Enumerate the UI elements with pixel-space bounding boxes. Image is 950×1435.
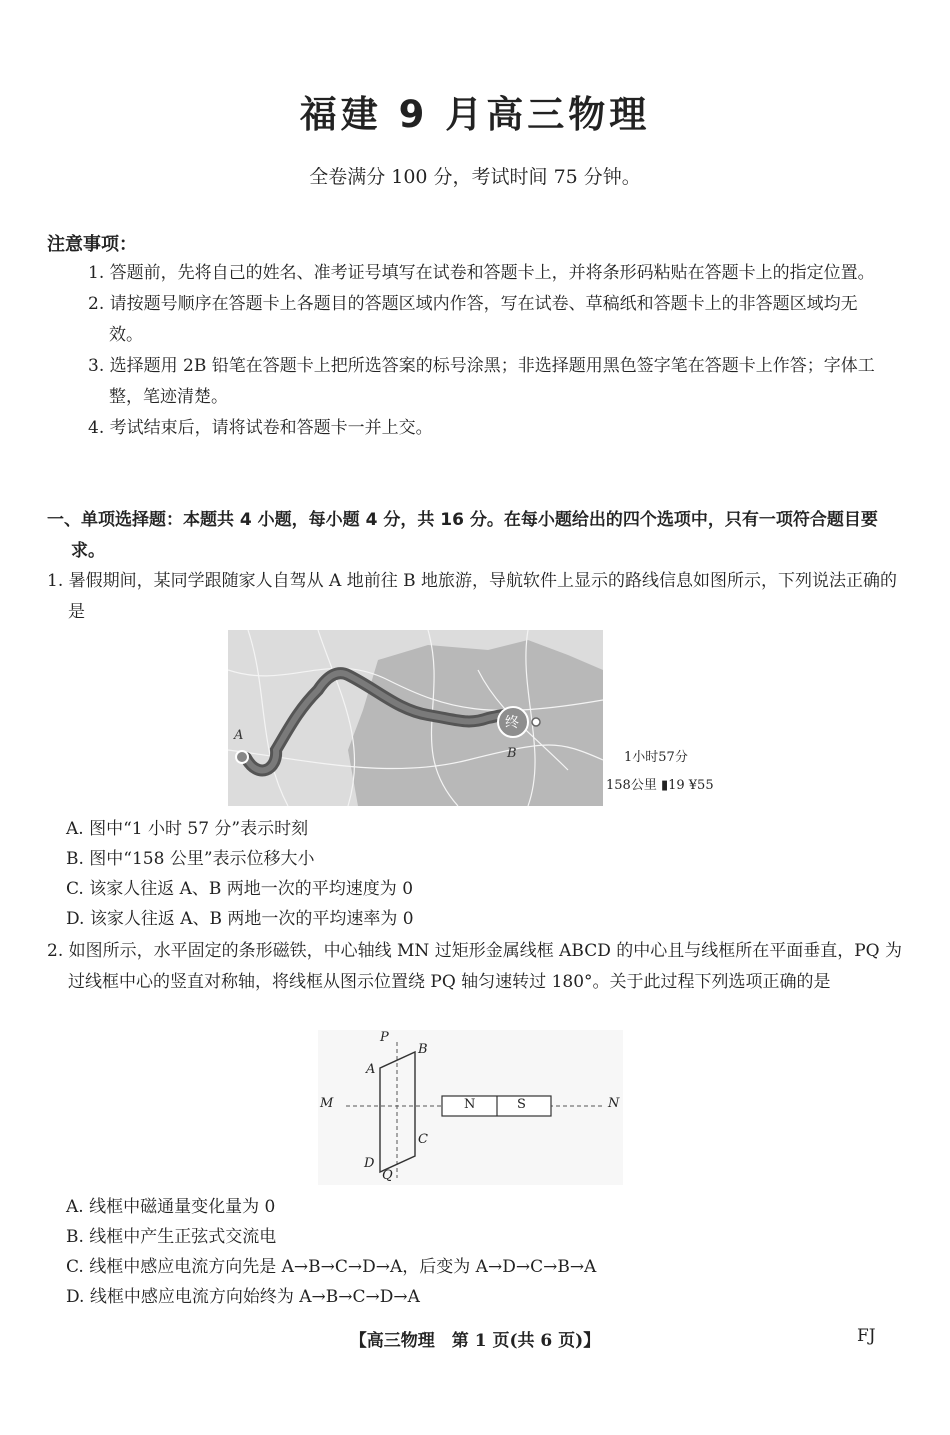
label-q: Q [382, 1168, 393, 1183]
coil-magnet-figure [318, 1030, 623, 1185]
option-b: B. 线框中产生正弦式交流电 [66, 1227, 277, 1247]
option-d: D. 线框中感应电流方向始终为 A→B→C→D→A [66, 1287, 420, 1307]
footer-code: FJ [857, 1326, 876, 1346]
option-d: D. 该家人往返 A、B 两地一次的平均速率为 0 [66, 909, 414, 929]
route-distance-cost: 158公里 ▮19 ¥55 [606, 778, 714, 793]
map-end-marker: 终 [505, 715, 519, 731]
question-2-stem: 2. 如图所示，水平固定的条形磁铁，中心轴线 MN 过矩形金属线框 ABCD 的中心且与线框所在平面垂直，PQ 为过线框中心的竖直对称轴，将线框从图示位置绕 PQ 轴匀速转过 180°。关于此过程下列选项正确的是 [47, 941, 903, 992]
label-d: D [364, 1156, 375, 1171]
option-b: B. 图中“158 公里”表示位移大小 [66, 849, 315, 869]
question-1-options [66, 814, 886, 934]
option-a: A. 图中“1 小时 57 分”表示时刻 [66, 819, 309, 839]
question-2-options [66, 1192, 886, 1312]
label-n-axis: N [608, 1096, 620, 1111]
label-c: C [418, 1132, 428, 1147]
label-b: B [418, 1042, 428, 1057]
notice-heading: 注意事项： [47, 234, 137, 255]
notice-item: 4. 考试结束后，请将试卷和答题卡一并上交。 [88, 418, 433, 438]
notice-item: 3. 选择题用 2B 铅笔在答题卡上把所选答案的标号涂黑；非选择题用黑色签字笔在答题卡上作答；字体工整，笔迹清楚。 [88, 356, 875, 407]
navigation-map-image [228, 630, 603, 806]
label-a: A [366, 1062, 376, 1077]
question-1-stem: 1. 暑假期间，某同学跟随家人自驾从 A 地前往 B 地旅游，导航软件上显示的路线信息如图所示，下列说法正确的是 [47, 571, 898, 622]
section-heading: 一、单项选择题：本题共 4 小题，每小题 4 分，共 16 分。在每小题给出的四个选项中，只有一项符合题目要求。 [47, 510, 878, 561]
map-label-a: A [234, 728, 244, 743]
notice-list [88, 258, 888, 444]
notice-item: 2. 请按题号顺序在答题卡上各题目的答题区域内作答，写在试卷、草稿纸和答题卡上的非答题区域均无效。 [88, 294, 858, 345]
magnet-north: N [464, 1097, 476, 1112]
route-duration: 1小时57分 [624, 750, 688, 765]
exam-title: 福建 9 月高三物理 [299, 93, 651, 136]
option-c: C. 线框中感应电流方向先是 A→B→C→D→A，后变为 A→D→C→B→A [66, 1257, 597, 1277]
notice-item: 1. 答题前，先将自己的姓名、准考证号填写在试卷和答题卡上，并将条形码粘贴在答题卡上的指定位置。 [88, 263, 875, 283]
page-footer: 【高三物理 第 1 页(共 6 页)】 [349, 1331, 601, 1351]
exam-subtitle: 全卷满分 100 分，考试时间 75 分钟。 [309, 166, 641, 188]
option-a: A. 线框中磁通量变化量为 0 [66, 1197, 276, 1217]
map-label-b: B [507, 746, 517, 761]
label-p: P [380, 1030, 389, 1045]
magnet-south: S [517, 1097, 526, 1112]
option-c: C. 该家人往返 A、B 两地一次的平均速度为 0 [66, 879, 414, 899]
label-m: M [320, 1096, 334, 1111]
